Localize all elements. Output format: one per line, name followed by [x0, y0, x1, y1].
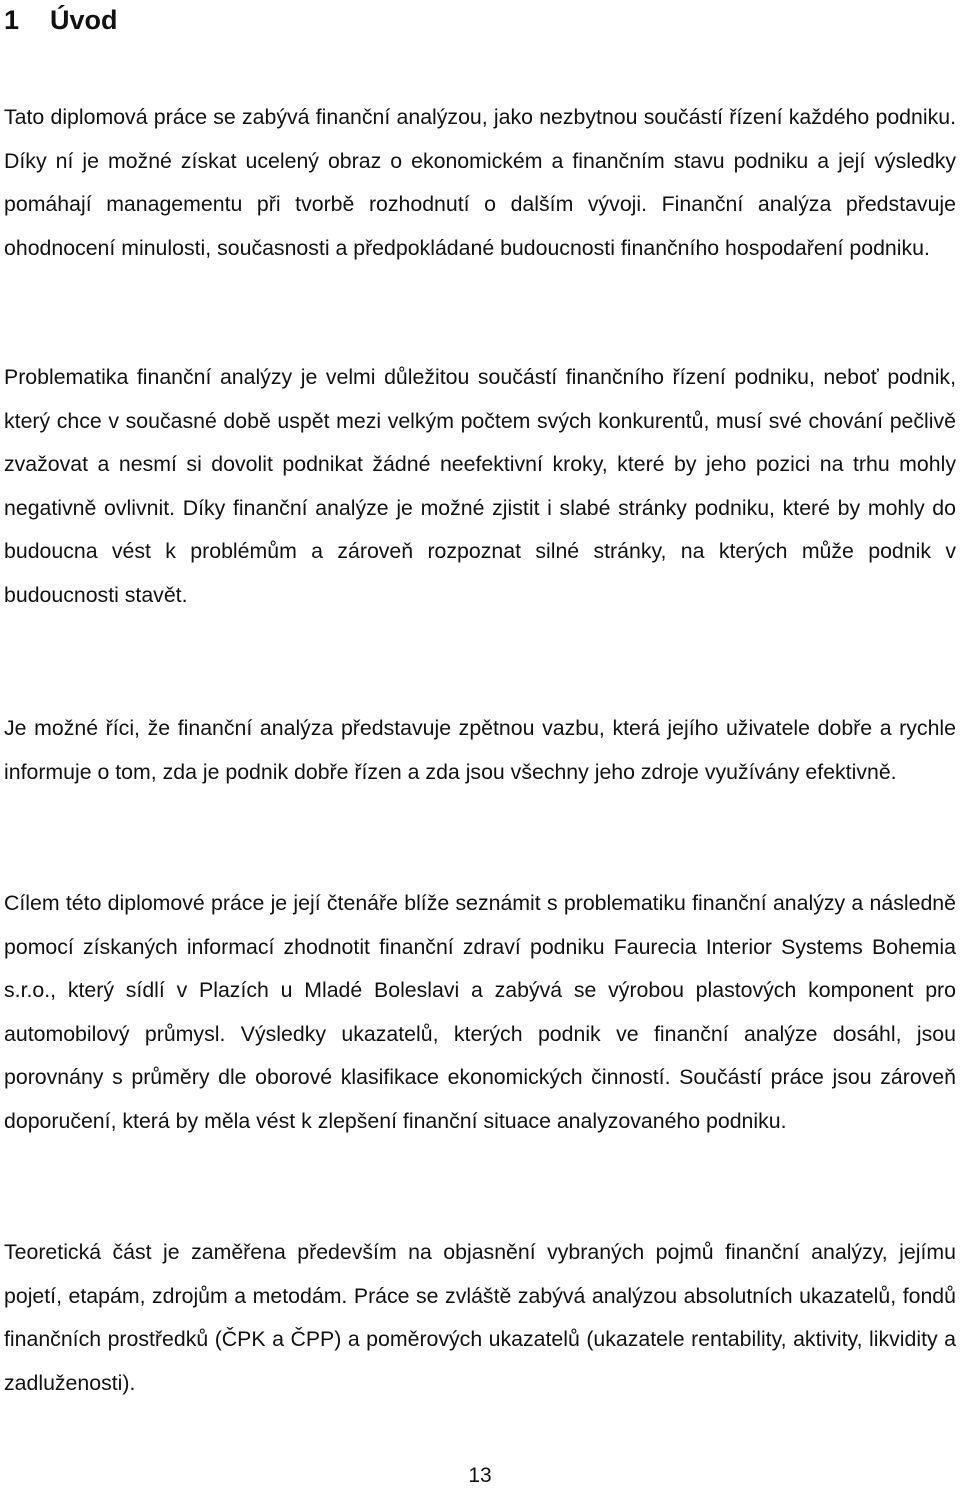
section-heading	[4, 2, 118, 38]
paragraph-intro: Tato diplomová práce se zabývá finanční analýzou, jako nezbytnou součástí řízení každého podniku. Díky ní je možné získat ucelený obraz o ekonomickém a finančním stavu podniku a její výsledky pomáhají managementu při tvorbě rozhodnutí o dalším vývoji. Finanční analýza představuje ohodnocení minulosti, současnosti a předpokládané budoucnosti finančního hospodaření podniku.	[4, 105, 956, 260]
section-title: Úvod	[50, 5, 118, 35]
paragraph-feedback: Je možné říci, že finanční analýza představuje zpětnou vazbu, která jejího uživatele dobře a rychle informuje o tom, zda je podnik dobře řízen a zda jsou všechny jeho zdroje využívány efektivně.	[4, 716, 956, 784]
paragraph-goal: Cílem této diplomové práce je její čtenáře blíže seznámit s problematiku finanční analýzy a následně pomocí získaných informací zhodnotit finanční zdraví podniku Faurecia Interior Systems Bohemia s.r.o., který sídlí v Plazích u Mladé Boleslavi a zabývá se výrobou plastových komponent pro automobilový průmysl. Výsledky ukazatelů, kterých podnik ve finanční analýze dosáhl, jsou porovnány s průměry dle oborové klasifikace ekonomických činností. Součástí práce jsou zároveň doporučení, která by měla vést k zlepšení finanční situace analyzovaného podniku.	[4, 891, 956, 1133]
paragraph-theory: Teoretická část je zaměřena především na objasnění vybraných pojmů finanční analýzy, jejímu pojetí, etapám, zdrojům a metodám. Práce se zvláště zabývá analýzou absolutních ukazatelů, fondů finančních prostředků (ČPK a ČPP) a poměrových ukazatelů (ukazatele rentability, aktivity, likvidity a zadluženosti).	[4, 1240, 956, 1395]
page-number: 13	[468, 1464, 492, 1487]
paragraph-problematika: Problematika finanční analýzy je velmi důležitou součástí finančního řízení podniku, neboť podnik, který chce v současné době uspět mezi velkým počtem svých konkurentů, musí své chování pečlivě zvažovat a nesmí si dovolit podnikat žádné neefektivní kroky, které by jeho pozici na trhu mohly negativně ovlivnit. Díky finanční analýze je možné zjistit i slabé stránky podniku, které by mohly do budoucna vést k problémům a zároveň rozpoznat silné stránky, na kterých může podnik v budoucnosti stavět.	[4, 365, 956, 607]
section-number: 1	[4, 5, 20, 35]
